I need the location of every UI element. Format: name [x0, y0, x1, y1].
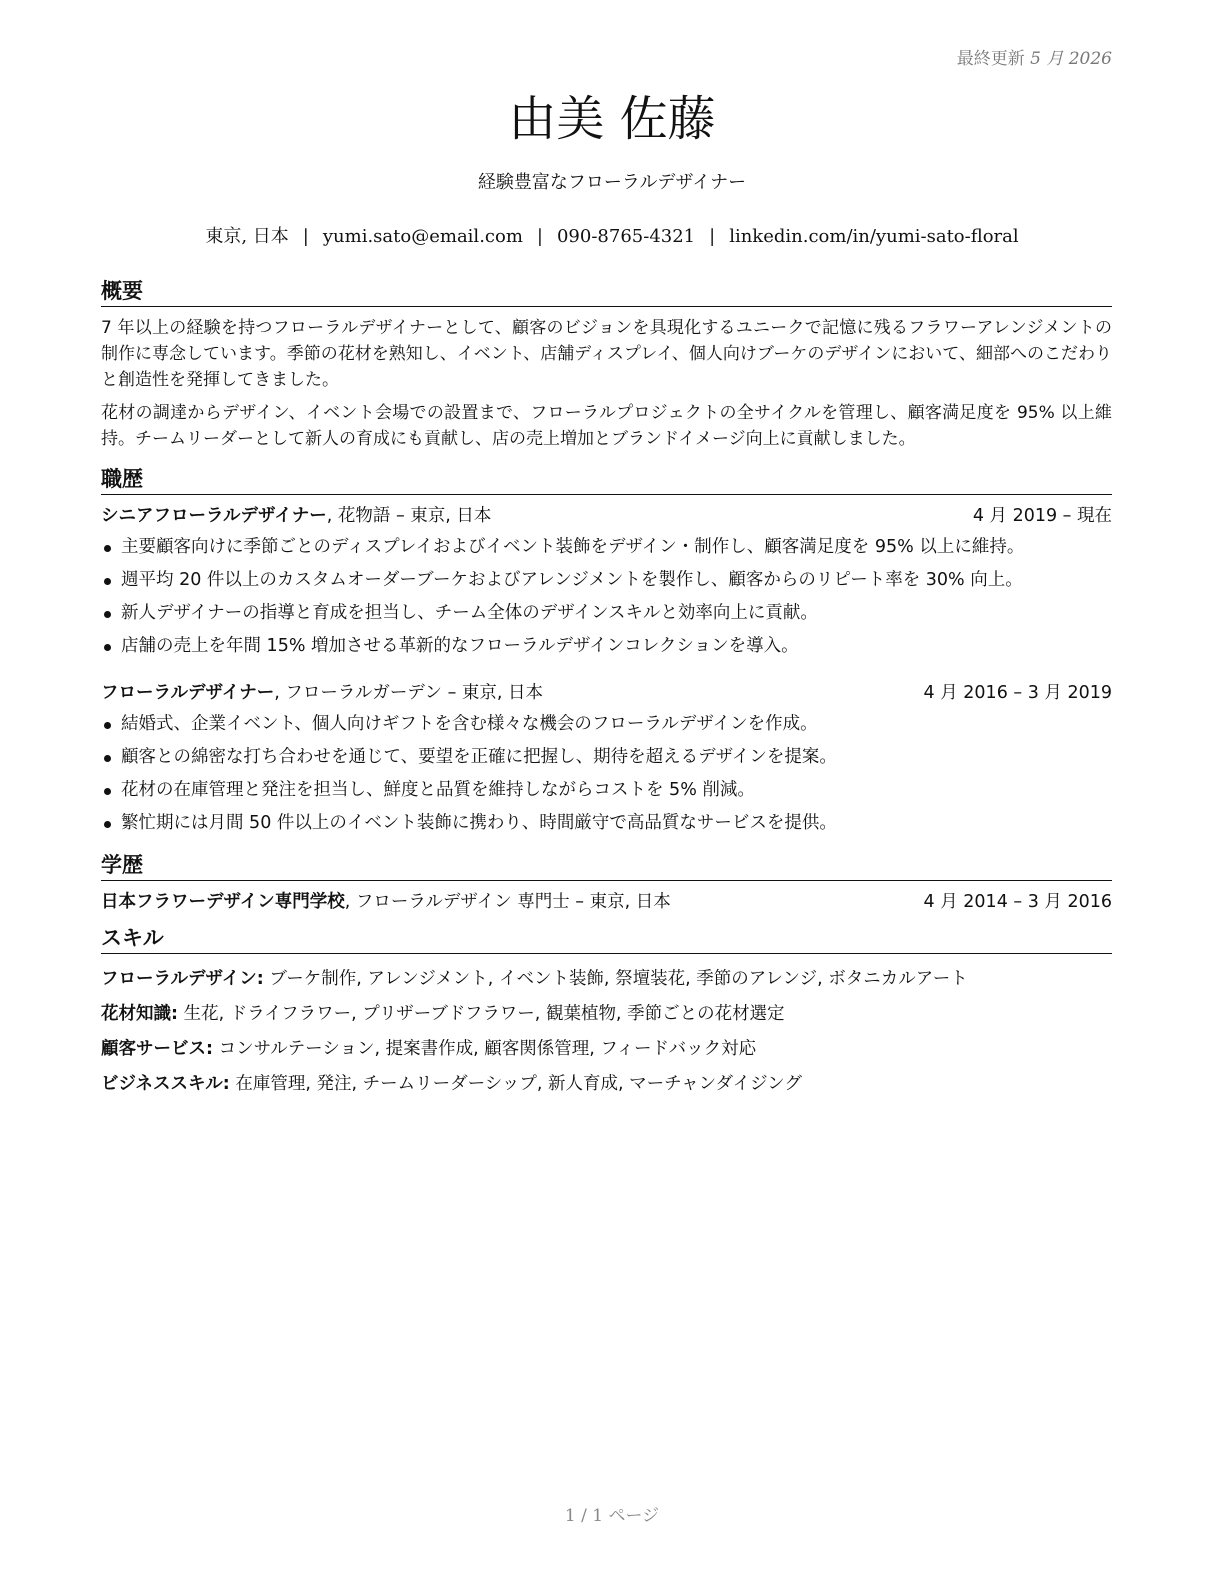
contact-separator: | [709, 226, 716, 247]
job-bullets [101, 531, 1112, 663]
summary-title: 概要 [101, 278, 1112, 307]
job-bullet: 主要顧客向けに季節ごとのディスプレイおよびイベント装飾をデザイン・制作し、顧客満足度を 95% 以上に維持。 [101, 531, 1112, 564]
last-updated [957, 44, 1112, 69]
skill-row [101, 1067, 1112, 1102]
job-header [101, 503, 1112, 529]
job-company: , 花物語 – 東京, 日本 [326, 506, 492, 526]
skill-value: 在庫管理, 発注, チームリーダーシップ, 新人育成, マーチャンダイジング [229, 1074, 802, 1094]
resume-content [101, 278, 1112, 1102]
skill-value: 生花, ドライフラワー, プリザーブドフラワー, 観葉植物, 季節ごとの花材選定 [178, 1004, 785, 1024]
job-bullet: 結婚式、企業イベント、個人向けギフトを含む様々な機会のフローラルデザインを作成。 [101, 708, 1112, 741]
summary-section [101, 278, 1112, 452]
skill-value: ブーケ制作, アレンジメント, イベント装飾, 祭壇装花, 季節のアレンジ, ボタニカルアート [263, 969, 968, 989]
education-entry [101, 889, 1112, 915]
skill-label: 花材知識: [101, 1004, 178, 1024]
job-company: , フローラルガーデン – 東京, 日本 [274, 683, 544, 703]
job-bullet: 繁忙期には月間 50 件以上のイベント装飾に携わり、時間厳守で高品質なサービスを提供。 [101, 807, 1112, 840]
contact-phone: 090-8765-4321 [556, 226, 696, 247]
contact-location: 東京, 日本 [205, 226, 289, 247]
contact-linkedin[interactable]: linkedin.com/in/yumi-sato-floral [729, 226, 1019, 247]
education-detail: , フローラルデザイン 専門士 – 東京, 日本 [344, 892, 671, 912]
page-number: 1 / 1 ページ [564, 1506, 660, 1526]
education-section [101, 852, 1112, 915]
job-header [101, 680, 1112, 706]
skill-row [101, 997, 1112, 1032]
contact-separator: | [302, 226, 309, 247]
headline: 経験豊富なフローラルデザイナー [477, 172, 747, 193]
job-role: フローラルデザイナー [101, 683, 275, 703]
skill-label: ビジネススキル: [101, 1074, 230, 1094]
skill-label: フローラルデザイン: [101, 969, 264, 989]
education-date: 4 月 2014 – 3 月 2016 [923, 892, 1112, 912]
job-date: 4 月 2016 – 3 月 2019 [923, 683, 1112, 703]
job-entry [101, 680, 1112, 840]
job-date: 4 月 2019 – 現在 [972, 506, 1112, 526]
job-entry [101, 503, 1112, 663]
job-bullets [101, 708, 1112, 840]
education-title: 学歴 [101, 852, 1112, 881]
experience-section [101, 466, 1112, 840]
skills-section [101, 925, 1112, 1102]
job-bullet: 店舗の売上を年間 15% 増加させる革新的なフローラルデザインコレクションを導入。 [101, 630, 1112, 663]
skill-value: コンサルテーション, 提案書作成, 顧客関係管理, フィードバック対応 [213, 1039, 757, 1059]
last-updated-label: 最終更新 [956, 49, 1025, 69]
skill-label: 顧客サービス: [101, 1039, 213, 1059]
job-bullet: 新人デザイナーの指導と育成を担当し、チーム全体のデザインスキルと効率向上に貢献。 [101, 597, 1112, 630]
experience-title: 職歴 [101, 466, 1112, 495]
last-updated-value: 5 月 2026 [1030, 49, 1112, 69]
job-role: シニアフローラルデザイナー [101, 506, 327, 526]
skills-title: スキル [101, 925, 1112, 954]
summary-paragraph: 7 年以上の経験を持つフローラルデザイナーとして、顧客のビジョンを具現化するユニークで記憶に残るフラワーアレンジメントの制作に専念しています。季節の花材を熟知し、イベント、店舗ディスプレイ、個人向けブーケのデザインにおいて、細部へのこだわりと創造性を発揮してきました。 [101, 318, 1112, 390]
contact-line [0, 225, 1224, 249]
education-school: 日本フラワーデザイン専門学校 [101, 892, 345, 912]
summary-paragraph: 花材の調達からデザイン、イベント会場での設置まで、フローラルプロジェクトの全サイクルを管理し、顧客満足度を 95% 以上維持。チームリーダーとして新人の育成にも貢献し、店の売上増加とブランドイメージ向上に貢献しました。 [101, 403, 1112, 449]
job-bullet: 顧客との綿密な打ち合わせを通じて、要望を正確に把握し、期待を超えるデザインを提案。 [101, 741, 1112, 774]
skill-row [101, 962, 1112, 997]
contact-email[interactable]: yumi.sato@email.com [322, 226, 523, 247]
candidate-name: 由美 佐藤 [508, 91, 716, 147]
job-bullet: 週平均 20 件以上のカスタムオーダーブーケおよびアレンジメントを製作し、顧客からのリピート率を 30% 向上。 [101, 564, 1112, 597]
contact-separator: | [536, 226, 543, 247]
skill-row [101, 1032, 1112, 1067]
job-bullet: 花材の在庫管理と発注を担当し、鮮度と品質を維持しながらコストを 5% 削減。 [101, 774, 1112, 807]
